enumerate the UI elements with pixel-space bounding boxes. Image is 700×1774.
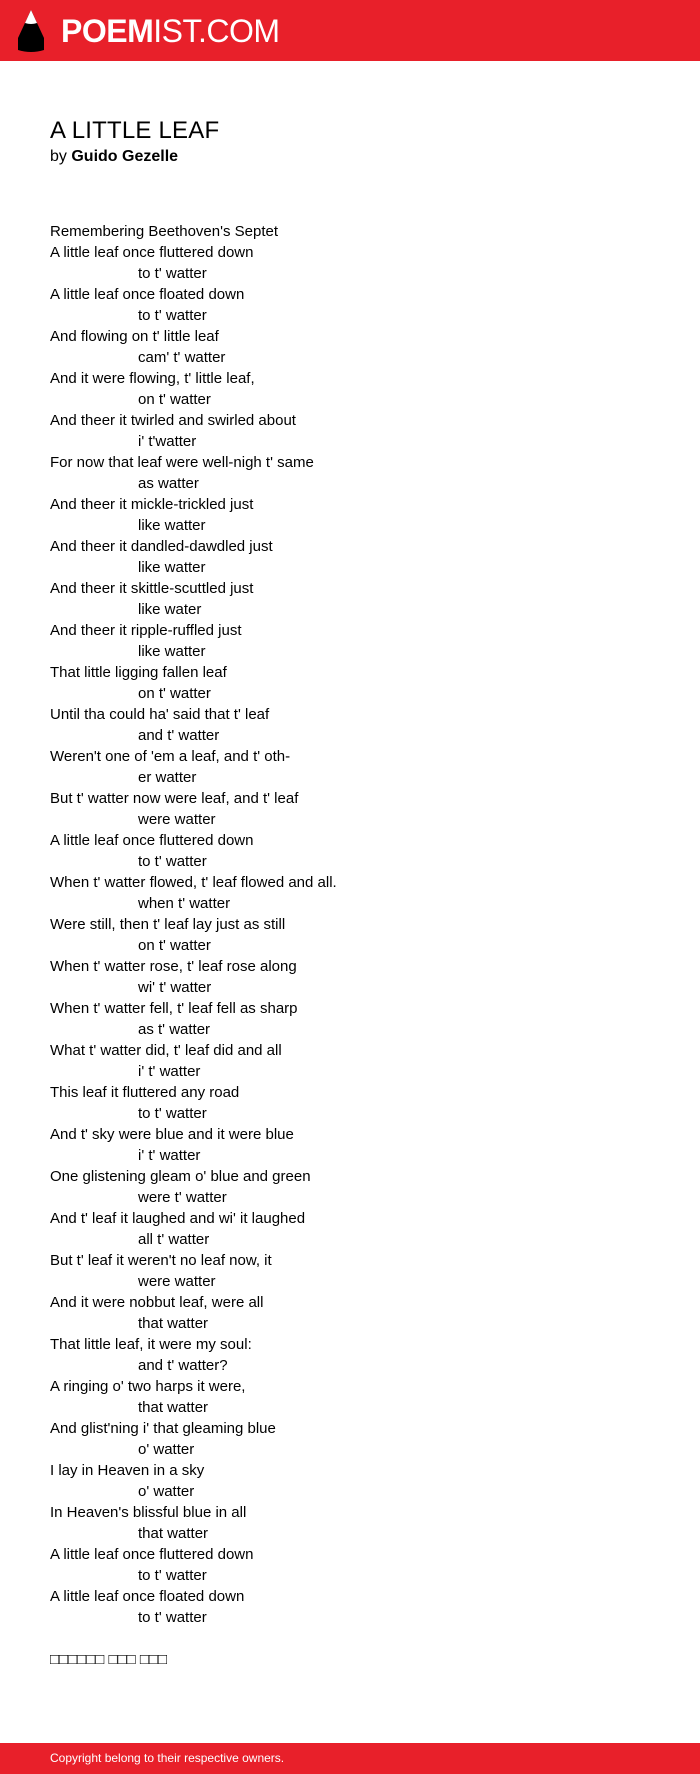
poem-line: to t' watter: [138, 265, 207, 282]
poem-line: i' t' watter: [138, 1063, 201, 1080]
poem-line: to t' watter: [138, 307, 207, 324]
site-header: [0, 0, 700, 61]
poem-line: And flowing on t' little leaf: [50, 328, 219, 345]
poem-line: to t' watter: [138, 1567, 207, 1584]
poem-line: on t' watter: [138, 685, 211, 702]
poem-line: When t' watter fell, t' leaf fell as sharp: [50, 1000, 298, 1017]
poem-line: were t' watter: [138, 1189, 227, 1206]
poem-line: to t' watter: [138, 1105, 207, 1122]
logo-text-bold: POEM: [61, 13, 154, 49]
site-footer: [0, 1743, 700, 1774]
poem-line: on t' watter: [138, 937, 211, 954]
poem-line: And theer it dandled-dawdled just: [50, 538, 273, 555]
poem-line: And t' leaf it laughed and wi' it laughed: [50, 1210, 306, 1227]
poem-line: Until tha could ha' said that t' leaf: [50, 706, 270, 723]
poem-line: and t' watter?: [138, 1357, 228, 1374]
poem-line: to t' watter: [138, 853, 207, 870]
poem-footnote: □□□□□□ □□□ □□□: [50, 1651, 168, 1668]
poem-line: A ringing o' two harps it were,: [50, 1378, 246, 1395]
poem-line: In Heaven's blissful blue in all: [50, 1504, 247, 1521]
byline: [50, 146, 670, 168]
poem-line: were watter: [138, 1273, 216, 1290]
poem-line: i' t'watter: [138, 433, 197, 450]
poem-line: What t' watter did, t' leaf did and all: [50, 1042, 282, 1059]
poem-line: And theer it twirled and swirled about: [50, 412, 296, 429]
poem-body: [50, 221, 670, 1628]
poem-line: wi' t' watter: [138, 979, 212, 996]
poem-line: like watter: [138, 559, 206, 576]
poem-line: A little leaf once fluttered down: [50, 244, 254, 261]
poem-line: And theer it skittle-scuttled just: [50, 580, 254, 597]
pencil-logo-icon[interactable]: [18, 10, 44, 52]
poem-line: And it were nobbut leaf, were all: [50, 1294, 264, 1311]
poem-line: And theer it mickle-trickled just: [50, 496, 254, 513]
poem-line: on t' watter: [138, 391, 211, 408]
poem-line: and t' watter: [138, 727, 220, 744]
poem-line: Remembering Beethoven's Septet: [50, 223, 278, 240]
poem-line: When t' watter flowed, t' leaf flowed and all.: [50, 874, 337, 891]
poem-line: Were still, then t' leaf lay just as still: [50, 916, 286, 933]
copyright-text: Copyright belong to their respective owners.: [50, 1751, 285, 1765]
author-name: Guido Gezelle: [71, 148, 179, 165]
poem-line: that watter: [138, 1399, 209, 1416]
site-logo[interactable]: [61, 11, 280, 51]
poem-line: And theer it ripple-ruffled just: [50, 622, 242, 639]
poem-line: like watter: [138, 643, 206, 660]
poem-line: Weren't one of 'em a leaf, and t' oth-: [50, 748, 291, 765]
poem-line: That little ligging fallen leaf: [50, 664, 227, 681]
poem-line: I lay in Heaven in a sky: [50, 1462, 205, 1479]
poem-line: o' watter: [138, 1441, 195, 1458]
poem-line: all t' watter: [138, 1231, 210, 1248]
poem-line: like watter: [138, 517, 206, 534]
poem-line: i' t' watter: [138, 1147, 201, 1164]
poem-line: That little leaf, it were my soul:: [50, 1336, 252, 1353]
poem-line: as watter: [138, 475, 199, 492]
poem-title: A LITTLE LEAF: [50, 117, 220, 144]
poem-line: And glist'ning i' that gleaming blue: [50, 1420, 276, 1437]
poem-line: For now that leaf were well-nigh t' same: [50, 454, 314, 471]
poem-line: But t' leaf it weren't no leaf now, it: [50, 1252, 272, 1269]
poem-line: When t' watter rose, t' leaf rose along: [50, 958, 297, 975]
logo-text-light: IST.COM: [153, 13, 280, 49]
poem-line: A little leaf once floated down: [50, 286, 245, 303]
poem-line: cam' t' watter: [138, 349, 226, 366]
poem-line: that watter: [138, 1525, 209, 1542]
poem-line: A little leaf once fluttered down: [50, 1546, 254, 1563]
poem-line: er watter: [138, 769, 197, 786]
poem-content: [50, 116, 670, 1670]
poem-line: And t' sky were blue and it were blue: [50, 1126, 294, 1143]
poem-line: One glistening gleam o' blue and green: [50, 1168, 311, 1185]
poem-line: were watter: [138, 811, 216, 828]
poem-line: But t' watter now were leaf, and t' leaf: [50, 790, 299, 807]
poem-line: This leaf it fluttered any road: [50, 1084, 240, 1101]
poem-line: to t' watter: [138, 1609, 207, 1626]
poem-line: like water: [138, 601, 202, 618]
poem-line: as t' watter: [138, 1021, 211, 1038]
poem-line: A little leaf once fluttered down: [50, 832, 254, 849]
poem-line: A little leaf once floated down: [50, 1588, 245, 1605]
by-label: by: [50, 148, 67, 165]
poem-line: And it were flowing, t' little leaf,: [50, 370, 255, 387]
poem-line: o' watter: [138, 1483, 195, 1500]
poem-line: that watter: [138, 1315, 209, 1332]
poem-line: when t' watter: [138, 895, 231, 912]
